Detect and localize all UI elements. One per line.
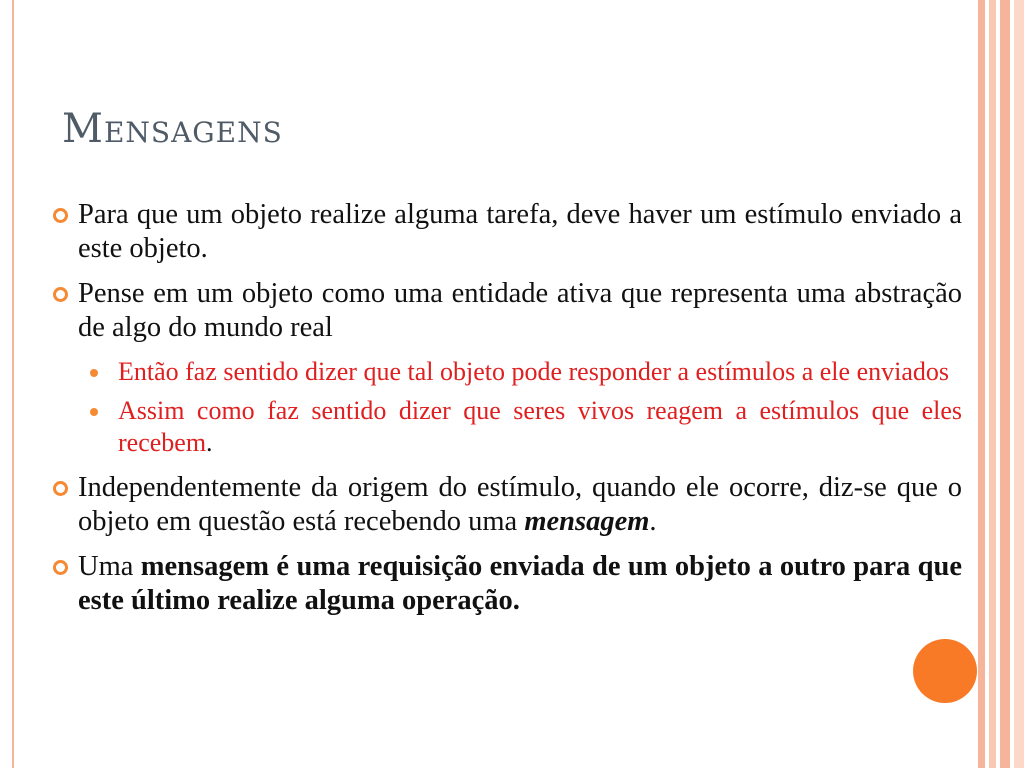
- bullet-3-period: .: [649, 506, 657, 537]
- dot-bullet-icon: [90, 369, 98, 377]
- slide-body: [50, 198, 962, 629]
- bullet-2-text: Pense em um objeto como uma entidade ativa que representa uma abstração de algo do mundo real: [78, 278, 962, 343]
- right-edge-stripes: [980, 0, 1024, 768]
- bullet-1-text: Para que um objeto realize alguma tarefa, deve haver um estímulo enviado a este objeto.: [78, 199, 962, 264]
- slide-title: Mensagens: [62, 106, 283, 152]
- bullet-2: [50, 277, 962, 345]
- bullet-4-strong: mensagem é uma requisição enviada de um objeto a outro para que este último realize alguma operação.: [78, 551, 962, 616]
- sub-bullet-2-period: .: [206, 428, 213, 457]
- sub-bullet-2: [50, 395, 962, 459]
- ring-bullet-icon: [53, 287, 68, 302]
- bullet-1: [50, 198, 962, 266]
- bullet-3-text: Independentemente da origem do estímulo, quando ele ocorre, diz-se que o objeto em questão está recebendo uma: [78, 472, 962, 537]
- ring-bullet-icon: [53, 208, 68, 223]
- bullet-4-text: Uma: [78, 551, 141, 582]
- decorative-circle: [913, 639, 977, 703]
- bullet-3: [50, 471, 962, 539]
- ring-bullet-icon: [53, 560, 68, 575]
- sub-bullet-1: [50, 356, 962, 388]
- sub-bullet-2-text: Assim como faz sentido dizer que seres vivos reagem a estímulos que eles recebem: [118, 396, 962, 457]
- bullet-3-emphasis: mensagem: [524, 506, 650, 537]
- bullet-4: [50, 550, 962, 618]
- sub-bullet-1-text: Então faz sentido dizer que tal objeto pode responder a estímulos a ele enviados: [118, 357, 949, 386]
- dot-bullet-icon: [90, 408, 98, 416]
- ring-bullet-icon: [53, 481, 68, 496]
